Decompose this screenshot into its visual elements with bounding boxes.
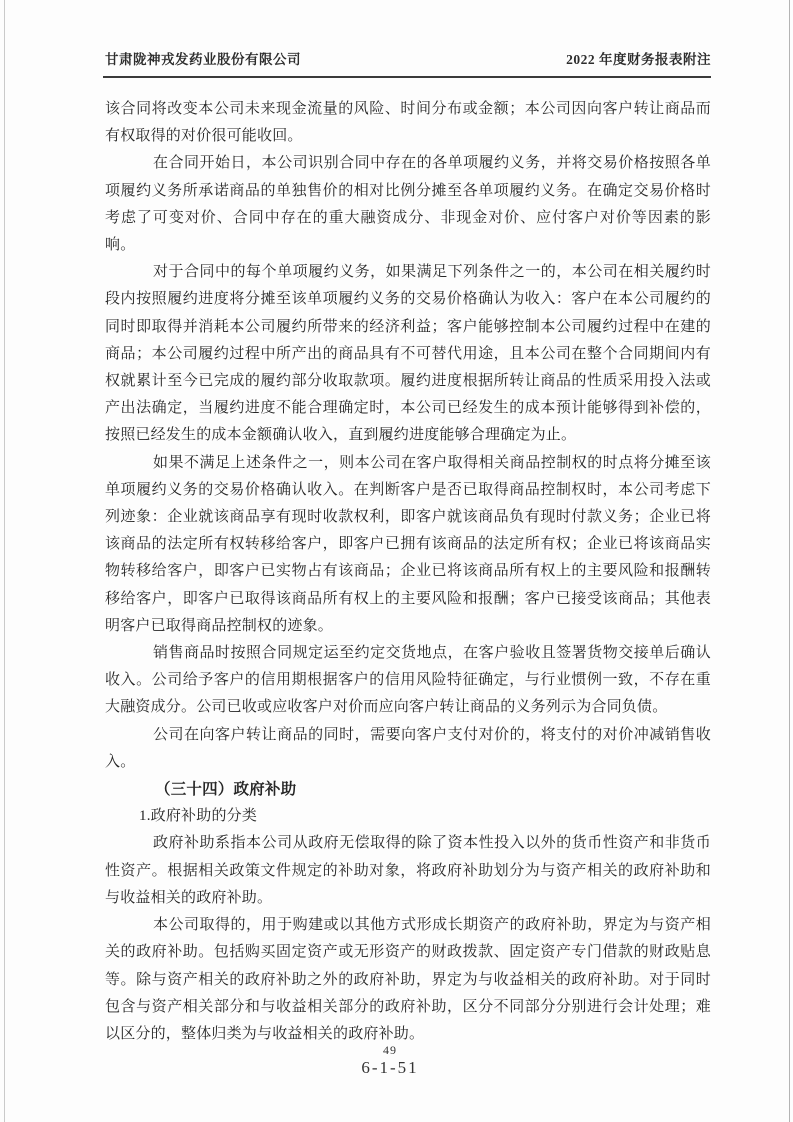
section-heading-government-grants: （三十四）政府补助 (155, 781, 297, 799)
header-doc-title: 2022 年度财务报表附注 (566, 52, 711, 67)
paragraph-performance-obligation-conditions: 对于合同中的每个单项履约义务，如果满足下列条件之一的，本公司在相关履约时段内按照履约进度将分摊至该单项履约义务的交易价格确认为收入：客户在本公司履约的同时即取得并消耗本公司履约所带来的经济利益；客户能够控制本公司履约过程中在建的商品；本公司履约过程中所产出的商品具有不可替代用途，且本公司在整个合同期间内有权就累计至今已完成的履约部分收取款项。履约进度根据所转让商品的性质采用投入法或产出法确定，当履约进度不能合理确定时，本公司已经发生的成本预计能够得到补偿的，按照已经发生的成本金额确认收入，直到履约进度能够合理确定为止。 (105, 264, 711, 444)
document-body (105, 96, 711, 1048)
scan-edge-line-right (789, 0, 790, 1122)
subsection-heading-grant-classification: 1.政府补助的分类 (139, 808, 258, 825)
page-code: 6-1-51 (361, 1058, 419, 1077)
paragraph-control-transfer-indicators: 如果不满足上述条件之一，则本公司在客户取得相关商品控制权的时点将分摊至该单项履约义务的交易价格确认收入。在判断客户是否已取得商品控制权时，本公司考虑下列迹象：企业就该商品享有现时收款权利，即客户就该商品负有现时付款义务；企业已将该商品的法定所有权转移给客户，即客户已拥有该商品的法定所有权；企业已将该商品实物转移给客户，即客户已实物占有该商品；企业已将该商品所有权上的主要风险和报酬转移给客户，即客户已取得该商品所有权上的主要风险和报酬；客户已接受该商品；其他表明客户已取得商品控制权的迹象。 (105, 454, 711, 634)
page-header (105, 48, 711, 68)
paragraph-contract-start-date: 在合同开始日，本公司识别合同中存在的各单项履约义务，并将交易价格按照各单项履约义务所承诺商品的单独售价的相对比例分摊至各单项履约义务。在确定交易价格时考虑了可变对价、合同中存在的重大融资成分、非现金对价、应付客户对价等因素的影响。 (105, 155, 711, 254)
paragraph-contract-change-continuation: 该合同将改变本公司未来现金流量的风险、时间分布或金额；本公司因向客户转让商品而有权取得的对价很可能收回。 (105, 101, 711, 145)
paragraph-consideration-payable: 公司在向客户转让商品的同时，需要向客户支付对价的，将支付的对价冲减销售收入。 (105, 726, 711, 770)
paragraph-goods-delivery-revenue: 销售商品时按照合同规定运至约定交货地点，在客户验收且签署货物交接单后确认收入。公司给予客户的信用期根据客户的信用风险特征确定，与行业惯例一致，不存在重大融资成分。公司已收或应收客户对价而应向客户转让商品的义务列示为合同负债。 (105, 645, 711, 716)
page-footer (0, 1043, 780, 1079)
paragraph-grant-asset-vs-income: 本公司取得的，用于购建或以其他方式形成长期资产的政府补助，界定为与资产相关的政府补助。包括购买固定资产或无形资产的财政拨款、固定资产专门借款的财政贴息等。除与资产相关的政府补助之外的政府补助，界定为与收益相关的政府补助。对于同时包含与资产相关部分和与收益相关部分的政府补助，区分不同部分分别进行会计处理；难以区分的，整体归类为与收益相关的政府补助。 (105, 917, 711, 1042)
header-company-name: 甘肃陇神戎发药业股份有限公司 (105, 52, 301, 67)
page-number: 49 (383, 1043, 397, 1057)
paragraph-grant-definition: 政府补助系指本公司从政府无偿取得的除了资本性投入以外的货币性资产和非货币性资产。根据相关政策文件规定的补助对象，将政府补助划分为与资产相关的政府补助和与收益相关的政府补助。 (105, 835, 711, 906)
scan-edge-line-left (4, 0, 5, 1122)
header-rule (103, 76, 711, 78)
